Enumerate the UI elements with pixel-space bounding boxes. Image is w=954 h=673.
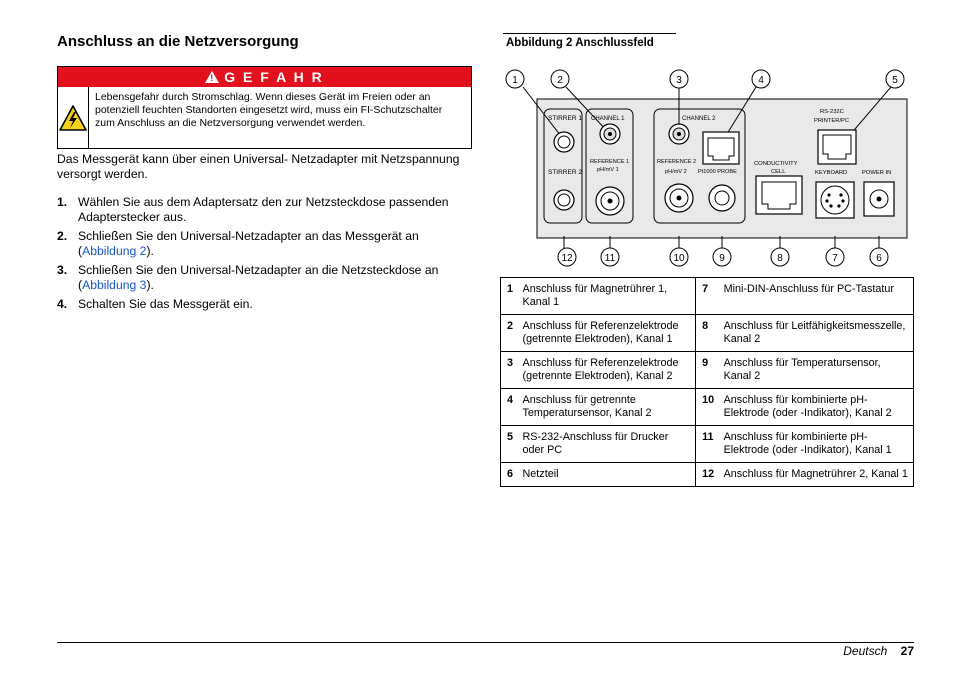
- figure-2-link[interactable]: Abbildung 2: [82, 244, 147, 258]
- callout-1: 1: [512, 75, 518, 86]
- table-row: 2 Anschluss für Referenzelektrode (getrennte Elektroden), Kanal 1 8 Anschluss für Leitfähigkeitsmesszelle, Kanal 2: [501, 315, 914, 352]
- figure-rule: [503, 33, 676, 34]
- electric-shock-icon: [58, 87, 89, 149]
- footer-language: Deutsch: [843, 644, 888, 658]
- callout-12: 12: [561, 253, 573, 264]
- rs232-label: RS-232C: [820, 109, 844, 115]
- callout-6: 6: [876, 253, 882, 264]
- callout-8: 8: [777, 253, 783, 264]
- danger-header-label: G E F A H R: [224, 69, 324, 85]
- page-number: 27: [900, 644, 914, 658]
- callout-3: 3: [676, 75, 682, 86]
- table-row: 5 RS-232-Anschluss für Drucker oder PC 11 Anschluss für kombinierte pH-Elektrode (oder -Indikator), Kanal 1: [501, 426, 914, 463]
- table-row: 1 Anschluss für Magnetrührer 1, Kanal 1 7 Mini-DIN-Anschluss für PC-Tastatur: [501, 278, 914, 315]
- list-item: 4. Schalten Sie das Messgerät ein.: [57, 297, 253, 311]
- warning-triangle-icon: !: [205, 71, 219, 83]
- figure-title: Abbildung 2 Anschlussfeld: [506, 37, 654, 49]
- figure-3-link[interactable]: Abbildung 3: [82, 278, 147, 292]
- table-row: 4 Anschluss für getrennte Temperatursensor, Kanal 2 10 Anschluss für kombinierte pH-Elektrode (oder -Indikator), Kanal 2: [501, 389, 914, 426]
- cell-label: CELL: [771, 169, 786, 175]
- phmv2-label: pH/mV 2: [665, 169, 687, 175]
- callout-9: 9: [719, 253, 725, 264]
- steps-list: [57, 195, 477, 316]
- printer-pc-label: PRINTER/PC: [814, 118, 850, 124]
- reference1-label: REFERENCE 1: [590, 159, 630, 165]
- danger-notice: [57, 66, 472, 149]
- table-row: 6 Netzteil 12 Anschluss für Magnetrührer 2, Kanal 1: [501, 463, 914, 487]
- table-row: 3 Anschluss für Referenzelektrode (getrennte Elektroden), Kanal 2 9 Anschluss für Temperatursensor, Kanal 2: [501, 352, 914, 389]
- section-title: Anschluss an die Netzversorgung: [57, 33, 299, 50]
- channel1-label: CHANNEL 1: [591, 116, 625, 122]
- list-item: 3. Schließen Sie den Universal-Netzadapter an die Netzsteckdose an (Abbildung 3).: [57, 263, 439, 292]
- callout-11: 11: [604, 253, 616, 264]
- list-item: 2. Schließen Sie den Universal-Netzadapter an das Messgerät an (Abbildung 2).: [57, 229, 419, 258]
- page-footer: [843, 644, 914, 658]
- list-item: 1. Wählen Sie aus dem Adaptersatz den zur Netzsteckdose passenden Adapterstecker aus.: [57, 195, 449, 224]
- danger-text: Lebensgefahr durch Stromschlag. Wenn dieses Gerät im Freien oder an potenziell feuchten Standorten eingesetzt wird, muss ein FI-Schutzschalter zum Anschluss an die Netzversorgung verwendet werden.: [95, 91, 443, 129]
- danger-header: [58, 67, 471, 87]
- keyboard-label: KEYBOARD: [815, 170, 848, 176]
- reference2-label: REFERENCE 2: [657, 159, 697, 165]
- stirrer2-label: STIRRER 2: [548, 169, 582, 176]
- callout-5: 5: [892, 75, 898, 86]
- callout-4: 4: [758, 75, 764, 86]
- power-in-label: POWER IN: [862, 170, 892, 176]
- intro-paragraph: Das Messgerät kann über einen Universal- Netzadapter mit Netzspannung versorgt werden.: [57, 152, 460, 181]
- pt1000-label: Pt1000 PROBE: [698, 169, 737, 175]
- stirrer1-label: STIRRER 1: [548, 115, 582, 122]
- footer-rule: [57, 642, 914, 643]
- phmv1-label: pH/mV 1: [597, 167, 619, 173]
- connector-panel-diagram: [500, 64, 912, 272]
- channel2-label: CHANNEL 2: [682, 116, 716, 122]
- conductivity-label: CONDUCTIVITY: [754, 161, 798, 167]
- callout-2: 2: [557, 75, 563, 86]
- callout-10: 10: [673, 253, 685, 264]
- legend-table: [500, 277, 914, 487]
- callout-7: 7: [832, 253, 838, 264]
